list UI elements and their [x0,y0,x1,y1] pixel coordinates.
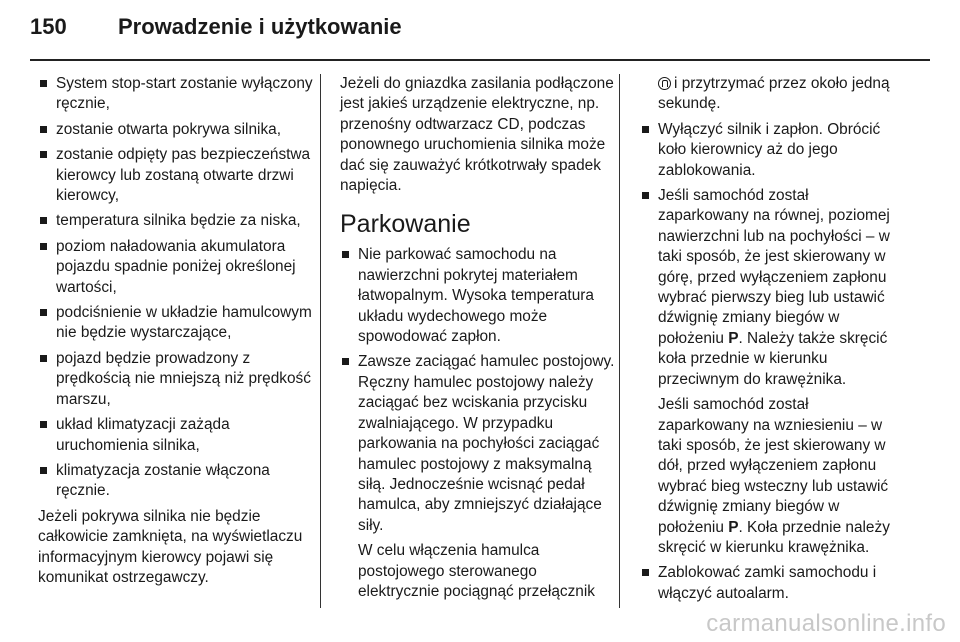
bullet-square-icon [40,126,47,133]
bullet-square-icon [40,309,47,316]
bullet-square-icon [40,80,47,87]
list-item: Nie parkować samochodu na nawierzchni pokrytej materiałem łatwopalnym. Wysoka temperatura układu wydechowego może spowodować zapłon. [340,245,616,347]
gear-position-p: P [728,329,739,347]
bullet-square-icon [642,192,649,199]
page-title: Prowadzenie i użytkowanie [118,14,402,39]
header-rule [30,59,930,61]
list-item: Wyłączyć silnik i zapłon. Obrócić koło kierownicy aż do jego zablokowania. [640,120,902,181]
list-item: układ klimatyzacji zażąda uruchomienia silnika, [38,415,314,456]
list-item: poziom naładowania akumulatora pojazdu spadnie poniżej określonej wartości, [38,237,314,298]
bullet-square-icon [642,126,649,133]
list-item: podciśnienie w układzie hamulcowym nie będzie wystarczające, [38,303,314,344]
gear-position-p: P [728,518,739,536]
list-item: temperatura silnika będzie za niska, [38,211,314,231]
bullet-square-icon [40,355,47,362]
section-heading-parking: Parkowanie [340,210,471,239]
lock-list [640,563,902,604]
bullet-square-icon [642,569,649,576]
page-number: 150 [30,14,67,39]
list-item: Jeśli samochód został zaparkowany na równej, poziomej nawierzchni lub na pochyłości – w taki sposób, że jest skierowany w górę, przed wyłączeniem zapłonu wybrać pierwszy bieg lub ustawić dźwignię zmiany biegów w położeniu P. Należy także skręcić koła przednie w kierunku przeciwnym do krawężnika. [640,186,902,390]
list-item: Zawsze zaciągać hamulec postojowy. Ręczny hamulec postojowy należy zaciągać bez wciskania przycisku zwalniającego. W przypadku parkowania na pochyłości zaciągać hamulec postojowy z maksymalną siłą. Jednocześnie wcisnąć pedał hamulca, aby zmniejszyć działające siły. [340,352,616,536]
watermark: carmanualsonline.info [706,610,946,637]
list-item: System stop-start zostanie wyłączony ręcznie, [38,74,314,115]
brake-continuation-paragraph: i przytrzymać przez około jedną sekundę. [658,75,890,113]
column-divider [619,74,620,608]
bullet-square-icon [40,467,47,474]
bullet-square-icon [40,151,47,158]
list-item: zostanie odpięty pas bezpieczeństwa kierowcy lub zostaną otwarte drzwi kierowcy, [38,145,314,206]
parking-list [340,245,616,536]
bullet-square-icon [342,358,349,365]
column-1 [38,74,314,593]
list-item: Zablokować zamki samochodu i włączyć autoalarm. [640,563,902,604]
conditions-list [38,74,314,502]
list-item: zostanie otwarta pokrywa silnika, [38,120,314,140]
parking-brake-icon [658,77,671,90]
list-item: pojazd będzie prowadzony z prędkością nie mniejszą niż prędkość marszu, [38,349,314,410]
electric-brake-paragraph: W celu włączenia hamulca postojowego sterowanego elektrycznie pociągnąć przełącznik [358,542,595,600]
bullet-square-icon [40,243,47,250]
bullet-square-icon [342,251,349,258]
bullet-square-icon [40,421,47,428]
bullet-square-icon [40,217,47,224]
page-header [30,14,930,50]
column-2 [340,74,616,607]
downhill-paragraph: Jeśli samochód został zaparkowany na wzniesieniu – w taki sposób, że jest skierowany w dół, przed wyłączeniem zapłonu wybrać bieg wsteczny lub ustawić dźwignię zmiany biegów w położeniu P. Koła przednie należy skręcić w kierunku krawężnika. [658,396,890,556]
hood-warning-paragraph: Jeżeli pokrywa silnika nie będzie całkowicie zamknięta, na wyświetlaczu informacyjnym kierowcy pojawi się komunikat ostrzegawczy. [38,507,303,586]
voltage-drop-paragraph: Jeżeli do gniazdka zasilania podłączone jest jakieś urządzenie elektryczne, np. przenośny odtwarzacz CD, podczas ponownego uruchomienia silnika może dać się zauważyć krótkotrwały spadek napięcia. [340,75,614,195]
parking-list-continued [640,120,902,390]
column-3 [640,74,902,609]
list-item: klimatyzacja zostanie włączona ręcznie. [38,461,314,502]
column-divider [320,74,321,608]
